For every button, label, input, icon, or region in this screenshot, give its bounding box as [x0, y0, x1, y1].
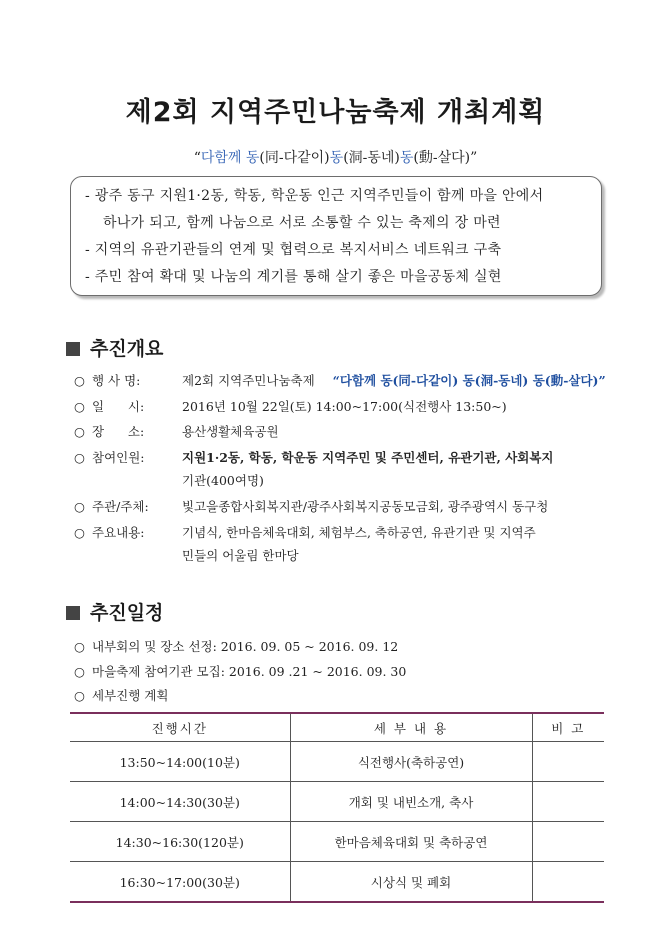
table-cell-notes — [532, 782, 604, 822]
participants-value-continued: 기관(400여명) — [182, 473, 264, 488]
schedule-item-text: 세부진행 계획 — [92, 688, 169, 703]
overview-item-content — [74, 523, 536, 541]
schedule-table — [70, 712, 604, 903]
table-cell-notes — [532, 742, 604, 782]
slogan-part-6: (動-살다) — [413, 150, 471, 166]
intro-line-4: - 주민 참여 확대 및 나눔의 계기를 통해 살기 좋은 마을공동체 실현 — [85, 269, 502, 285]
table-header-row — [70, 713, 604, 742]
column-header-time: 진행시간 — [70, 713, 290, 742]
table-cell-details: 한마음체육대회 및 축하공연 — [290, 822, 532, 862]
schedule-item-text: 내부회의 및 장소 선정: 2016. 09. 05 ~ 2016. 09. 12 — [92, 639, 399, 654]
circle-bullet-icon: ○ — [74, 373, 85, 388]
circle-bullet-icon: ○ — [74, 525, 85, 540]
slogan-part-2: (同-다같이) — [259, 150, 330, 166]
overview-heading-text: 추진개요 — [90, 338, 164, 360]
circle-bullet-icon: ○ — [74, 450, 85, 465]
event-label: 행 사 명: — [92, 373, 141, 388]
overview-item-date — [74, 397, 507, 415]
square-bullet-icon — [66, 342, 80, 356]
host-label: 주관/주체: — [92, 499, 149, 514]
table-cell-notes — [532, 822, 604, 862]
circle-bullet-icon: ○ — [74, 639, 85, 654]
date-label: 일 시: — [92, 399, 145, 414]
event-value: 제2회 지역주민나눔축제 — [182, 373, 315, 388]
content-value-continued: 민들의 어울림 한마당 — [182, 548, 299, 563]
circle-bullet-icon: ○ — [74, 688, 85, 703]
slogan-part-5: 동 — [399, 150, 414, 166]
table-cell-time: 14:00~14:30(30분) — [70, 782, 290, 822]
schedule-item-text: 마을축제 참여기관 모집: 2016. 09 .21 ~ 2016. 09. 30 — [92, 664, 407, 679]
slogan-open-quote: “ — [193, 150, 201, 166]
circle-bullet-icon: ○ — [74, 424, 85, 439]
table-row — [70, 862, 604, 903]
intro-line-3: - 지역의 유관기관들의 연계 및 협력으로 복지서비스 네트워크 구축 — [85, 242, 502, 258]
circle-bullet-icon: ○ — [74, 399, 85, 414]
column-header-notes: 비 고 — [532, 713, 604, 742]
host-value: 빛고을종합사회복지관/광주사회복지공동모금회, 광주광역시 동구청 — [182, 499, 549, 514]
content-value: 기념식, 한마음체육대회, 체험부스, 축하공연, 유관기관 및 지역주 — [182, 525, 536, 540]
schedule-heading — [66, 598, 163, 625]
participants-value: 지원1·2동, 학동, 학운동 지역주민 및 주민센터, 유관기관, 사회복지 — [182, 450, 554, 465]
table-cell-time: 13:50~14:00(10분) — [70, 742, 290, 782]
schedule-heading-text: 추진일정 — [90, 602, 164, 624]
schedule-item — [74, 662, 406, 680]
event-slogan: “다함께 동(同-다같이) 동(洞-동네) 동(動-살다)” — [332, 373, 606, 388]
square-bullet-icon — [66, 606, 80, 620]
table-cell-notes — [532, 862, 604, 903]
date-value: 2016년 10월 22일(토) 14:00~17:00(식전행사 13:50~) — [182, 399, 507, 414]
table-row — [70, 742, 604, 782]
slogan-part-3: 동 — [329, 150, 344, 166]
table-cell-details: 식전행사(축하공연) — [290, 742, 532, 782]
overview-item-event — [74, 371, 606, 389]
overview-heading — [66, 334, 163, 361]
column-header-details: 세 부 내 용 — [290, 713, 532, 742]
overview-item-host — [74, 497, 548, 515]
slogan-subtitle — [0, 147, 671, 167]
place-label: 장 소: — [92, 424, 145, 439]
table-cell-time: 14:30~16:30(120분) — [70, 822, 290, 862]
intro-line-2: 하나가 되고, 함께 나눔으로 서로 소통할 수 있는 축제의 장 마련 — [103, 215, 501, 231]
slogan-part-1: 다함께 동 — [200, 150, 260, 166]
table-row — [70, 822, 604, 862]
slogan-part-4: (洞-동네) — [343, 150, 400, 166]
overview-item-participants — [74, 448, 554, 466]
schedule-item — [74, 637, 398, 655]
schedule-item — [74, 686, 168, 704]
table-cell-details: 개회 및 내빈소개, 축사 — [290, 782, 532, 822]
table-cell-time: 16:30~17:00(30분) — [70, 862, 290, 903]
overview-item-place — [74, 422, 279, 440]
intro-box — [70, 176, 602, 296]
participants-label: 참여인원: — [92, 450, 145, 465]
slogan-close-quote: ” — [470, 150, 478, 166]
circle-bullet-icon: ○ — [74, 499, 85, 514]
page-title: 제2회 지역주민나눔축제 개최계획 — [125, 97, 546, 128]
circle-bullet-icon: ○ — [74, 664, 85, 679]
intro-line-1: - 광주 동구 지원1·2동, 학동, 학운동 인근 지역주민들이 함께 마을 안에서 — [85, 188, 544, 204]
table-cell-details: 시상식 및 폐회 — [290, 862, 532, 903]
place-value: 용산생활체육공원 — [182, 424, 279, 439]
content-label: 주요내용: — [92, 525, 145, 540]
table-row — [70, 782, 604, 822]
